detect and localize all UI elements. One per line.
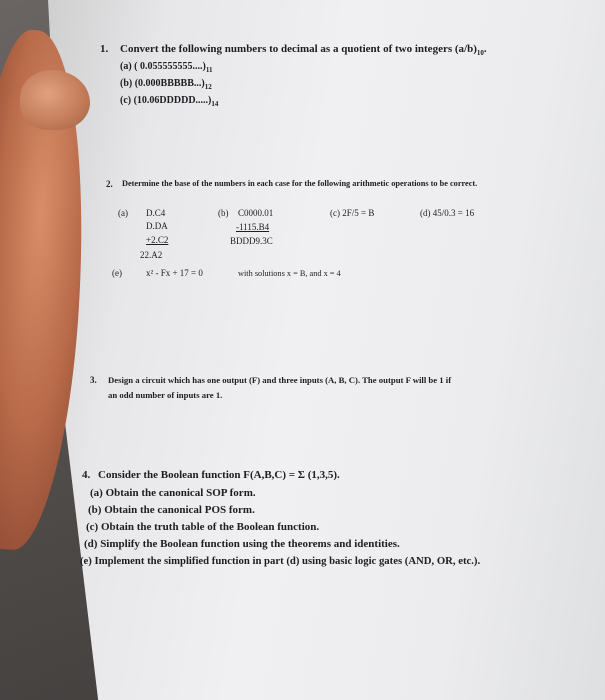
q1-title: Convert the following numbers to decimal as a quotient of two integers $(a/b)_{10}$. [120,43,487,58]
q3-number: 3. [90,375,97,385]
q4-part-d: (d) Simplify the Boolean function using the theorems and identities. [84,538,400,550]
q2b-line1: C0000.01 [238,208,274,218]
q2a-result: 22.A2 [140,250,163,260]
q2a-label: (a) [118,208,128,218]
q2-title: Determine the base of the numbers in each case for the following arithmetic operations to be correct. [122,179,478,188]
q2e-label: (e) [112,268,122,278]
q2d-equation: (d) 45/0.3 = 16 [420,208,475,218]
q2a-line2: D.DA [146,221,168,231]
q4-number: 4. [82,469,91,481]
q2b-line2: -1115.B4 [236,222,270,232]
q1-number: 1. [100,43,109,55]
q2a-line3: +2.C2 [146,235,169,245]
q2b-label: (b) [218,208,229,218]
q4-title: Consider the Boolean function F(A,B,C) = Σ (1,3,5). [98,469,340,481]
q2b-result: BDDD9.3C [230,236,273,246]
q2e-solutions: with solutions x = B, and x = 4 [238,269,341,278]
q4-part-c: (c) Obtain the truth table of the Boolean function. [86,521,320,533]
q4-part-b: (b) Obtain the canonical POS form. [88,504,255,516]
q2e-equation: x² - Fx + 17 = 0 [146,268,203,278]
q2c-equation: (c) 2F/5 = B [330,208,375,218]
q4-part-e: (e) Implement the simplified function in part (d) using basic logic gates (AND, OR, etc.). [80,555,481,567]
q2a-line1: D.C4 [146,208,166,218]
q1-part-a: (a) ( $0.055555555....)_{11}$ [120,61,213,74]
q4-part-a: (a) Obtain the canonical SOP form. [90,487,256,499]
q3-line2: an odd number of inputs are 1. [108,390,223,400]
q3-line1: Design a circuit which has one output (F) and three inputs (A, B, C). The output F will be 1 if [108,375,452,385]
q2-number: 2. [106,179,113,189]
q1-part-b: (b) $(0.000BBBBB...)_{12}$ [120,78,212,91]
q1-part-c: (c) $(10.06DDDDD.....)_{14}$ [120,95,219,108]
